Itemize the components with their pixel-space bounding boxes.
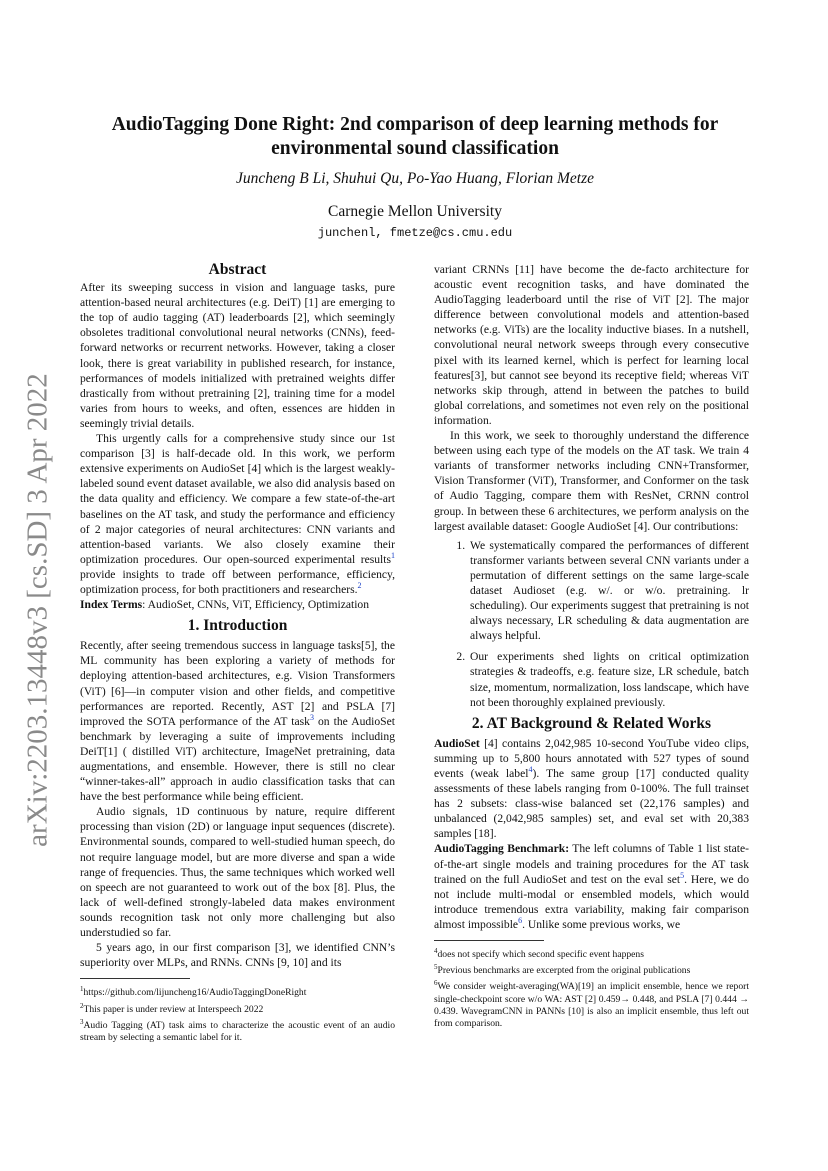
abstract-paragraph-1: After its sweeping success in vision and language tasks, pure attention-based neural architectures (e.g. DeiT) [1] are emerging to the top of audio tagging (AT) leaderboards [2], which seemingly obsoletes traditional convolutional neural networks (CNNs), feed-forward networks or recurrent networks. However, taking a closer look, there is great variability in published research, for instance, performances of models initialized with pretrained weights differ drastically from without pretraining [2], training time for a model varies from hours to weeks, and often, essences are hidden in seemingly trivial details. bbox=[80, 281, 395, 430]
author-list: Juncheng B Li, Shuhui Qu, Po-Yao Huang, Florian Metze bbox=[235, 170, 595, 187]
title-line-1: AudioTagging Done Right: 2nd comparison of deep learning methods for bbox=[111, 114, 719, 135]
left-column bbox=[80, 262, 395, 1044]
footnote-divider-left bbox=[80, 978, 190, 979]
abstract-p2-tail: provide insights to trade off between performance, efficiency, optimization process, for both practitioners and researchers. bbox=[80, 567, 395, 596]
right-paragraph-1: variant CRNNs [11] have become the de-facto architecture for acoustic event recognition tasks, and have dominated the AudioTagging leaderboard until the rise of ViT [2]. The major difference between convolutional models and attention-based networks (e.g. ViTs) are the locality inductive biases. In a nutshell, convolutional neural network sweeps through every consecutive pixel with its learned kernel, which is perfect for learning local features[3], but cannot see beyond its receptive field; whereas ViT networks skip through, attend in between the patches to build global correlations, and sometimes not even rely on the positional information. bbox=[434, 263, 749, 427]
contributions-list bbox=[434, 538, 749, 710]
contribution-item-1: 1. We systematically compared the performances of different transformer variants between several CNN variants under a permutation of different settings on the same large-scale dataset Audioset (e.g. w/. or w/o. pretraining. lr scheduling). Our experiments suggest that pretraining is not always necessary, LR scheduling & data augmentation are always helpful. bbox=[468, 538, 749, 644]
footnote-3: $^3$Audio Tagging (AT) task aims to characterize the acoustic event of an audio stream by selecting a semantic label for it. bbox=[80, 1017, 395, 1043]
benchmark-label: AudioTagging Benchmark: bbox=[434, 842, 570, 856]
introduction-heading: 1. Introduction bbox=[187, 617, 288, 635]
audioset-label: AudioSet bbox=[434, 736, 480, 750]
index-terms bbox=[80, 597, 395, 612]
abstract-heading: Abstract bbox=[208, 261, 267, 278]
benchmark-text: The left columns of Table 1 list state-of-the-art single models and training procedures for the AT task trained on the full AudioSet and test on the eval set bbox=[434, 842, 749, 886]
arxiv-stamp-text: arXiv:2203.13448v3 [cs.SD] 3 Apr 2022 bbox=[21, 373, 54, 847]
footnote-2: $^2$This paper is under review at Interspeech 2022 bbox=[80, 1001, 264, 1015]
footnote-2-text: This paper is under review at Interspeech 2022 bbox=[83, 1003, 264, 1015]
author-emails: junchenl, fmetze@cs.cmu.edu bbox=[317, 226, 513, 240]
footnote-5-text: Previous benchmarks are excerpted from the original publications bbox=[437, 965, 691, 977]
footnote-divider-right bbox=[434, 940, 544, 941]
benchmark-paragraph bbox=[434, 841, 749, 932]
intro-p1-text: Recently, after seeing tremendous success in language tasks[5], the ML community has been exploring a variety of methods for deploying attention-based architectures, e.g. Vision Transformers (ViT) [6]—in computer vision and other fields, and competitive performances are reported. Recently, AST [2] and PSLA [7] improved the SOTA performance of the AT task bbox=[80, 639, 395, 728]
footnote-5: $^5$Previous benchmarks are excerpted from the original publications bbox=[434, 963, 691, 977]
paper-title bbox=[90, 113, 740, 161]
footnote-6: $^6$We consider weight-averaging(WA)[19] an implicit ensemble, hence we report single-checkpoint score w/o WA: AST [2] 0.459→ 0.448, and PSLA [7] 0.444 → 0.439. WavegramCNN in PANNs [10] is also an implicit ensemble, thus left out from comparison. bbox=[434, 979, 749, 1029]
footnote-6-text: We consider weight-averaging(WA)[19] an implicit ensemble, hence we report single-checkpoint score w/o WA: AST [2] 0.459→ 0.448, and PSLA [7] 0.444 → 0.439. WavegramCNN in PANNs [10] is also an implicit ensemble, thus left out from comparison. bbox=[434, 981, 749, 1029]
footnote-1-text: https://github.com/lijuncheng16/AudioTaggingDoneRight bbox=[83, 987, 307, 999]
footnote-4: $^4$does not specify which second specific event happens bbox=[434, 947, 644, 961]
right-paragraph-2: In this work, we seek to thoroughly understand the difference between using each type of the models on the AT task. We train 4 variants of transformer networks including CNN+Transformer, Vision Transformer (ViT), Transformer, and Conformer on the task of Audio Tagging, compare them with ResNet, CRNN control group. In between these 6 architectures, we perform analysis on the largest available dataset: Google AudioSet [4]. Our contributions: bbox=[434, 429, 749, 533]
background-heading: 2. AT Background & Related Works bbox=[471, 714, 712, 732]
benchmark-text-tail: . Unlike some previous works, we bbox=[522, 917, 681, 931]
contribution-item-2: 2. Our experiments shed lights on critical optimization strategies & tradeoffs, e.g. feature size, LR schedule, batch size, momentum, normalization, loss landscape, which have not been thoroughly explained previously. bbox=[468, 649, 749, 709]
intro-p1-tail: on the AudioSet benchmark by leveraging a suite of improvements including DeiT[1] ( distilled ViT) architecture, ImageNet pretraining, data augmentations, and ensemble. However, there is still no clear “winner-takes-all” approach in audio classification tasks that can have the best performance while being efficient. bbox=[80, 714, 395, 804]
audioset-paragraph bbox=[434, 736, 749, 842]
abstract-p2-text: This urgently calls for a comprehensive study since our 1st comparison [3] is half-decade old. In this work, we perform extensive experiments on AudioSet [4] which is the largest weakly-labeled sound event dataset available, we also did analysis based on the data quality and efficiency. We compare a few state-of-the-art baselines on the AT task, and study the performance and efficiency of 2 major categories of neural architectures: CNN variants and attention-based variants. We also closely examine their optimization procedures. Our open-sourced experimental results bbox=[80, 432, 395, 566]
footnote-4-text: does not specify which second specific event happens bbox=[437, 949, 644, 961]
footnote-marker-5[interactable]: 5 bbox=[680, 870, 685, 880]
index-terms-text: : AudioSet, CNNs, ViT, Efficiency, Optimization bbox=[142, 598, 370, 612]
intro-paragraph-3: 5 years ago, in our first comparison [3], we identified CNN’s superiority over MLPs, and RNNs. CNNs [9, 10] and its bbox=[80, 941, 395, 970]
footnote-marker-3[interactable]: 3 bbox=[309, 712, 314, 722]
abstract-paragraph-2 bbox=[80, 431, 395, 597]
audioset-text: [4] contains 2,042,985 10-second YouTube video clips, summing up to 5,800 hours annotated with 527 types of sound events (weak label bbox=[434, 736, 749, 780]
index-terms-label: Index Terms bbox=[80, 598, 143, 612]
footnote-marker-4[interactable]: 4 bbox=[528, 765, 533, 775]
arxiv-stamp bbox=[8, 360, 68, 860]
footnote-marker-2[interactable]: 2 bbox=[357, 581, 362, 591]
audioset-text-tail: ). The same group [17] conducted quality assessments of these labels ranging from 0-100%. The full trainset has 2 subsets: class-wise balanced set (22,176 samples) and unbalanced (2,042,985 samples) set, and eval set with 20,383 samples [18]. bbox=[434, 767, 749, 841]
affiliation: Carnegie Mellon University bbox=[328, 203, 502, 220]
footnote-1[interactable]: $^1$https://github.com/lijuncheng16/AudioTaggingDoneRight bbox=[80, 985, 307, 999]
footnote-marker-1[interactable]: 1 bbox=[391, 550, 395, 560]
title-line-2: environmental sound classification bbox=[271, 138, 559, 159]
footnote-marker-6[interactable]: 6 bbox=[518, 916, 523, 926]
right-column bbox=[434, 262, 749, 1030]
intro-paragraph-2: Audio signals, 1D continuous by nature, require different processing than vision (2D) or language input sequences (discrete). Environmental sounds, compared to well-studied human speech, do not require language model, but are more diverse and span a wide range of frequencies. Thus, the same techniques which worked well on speech are not guaranteed to work out of the box [8]. Plus, the lack of well-defined strongly-labeled data makes environment sounds recognition task not only more challenging but also understudied so far. bbox=[80, 805, 395, 940]
benchmark-text-mid: . Here, we do not include multi-modal or ensembled models, which would introduce tremendous extra variability, making fair comparison almost impossible bbox=[434, 872, 749, 931]
intro-paragraph-1 bbox=[80, 638, 395, 804]
footnote-3-text: Audio Tagging (AT) task aims to characterize the acoustic event of an audio stream by selecting a semantic label for it. bbox=[80, 1019, 395, 1043]
